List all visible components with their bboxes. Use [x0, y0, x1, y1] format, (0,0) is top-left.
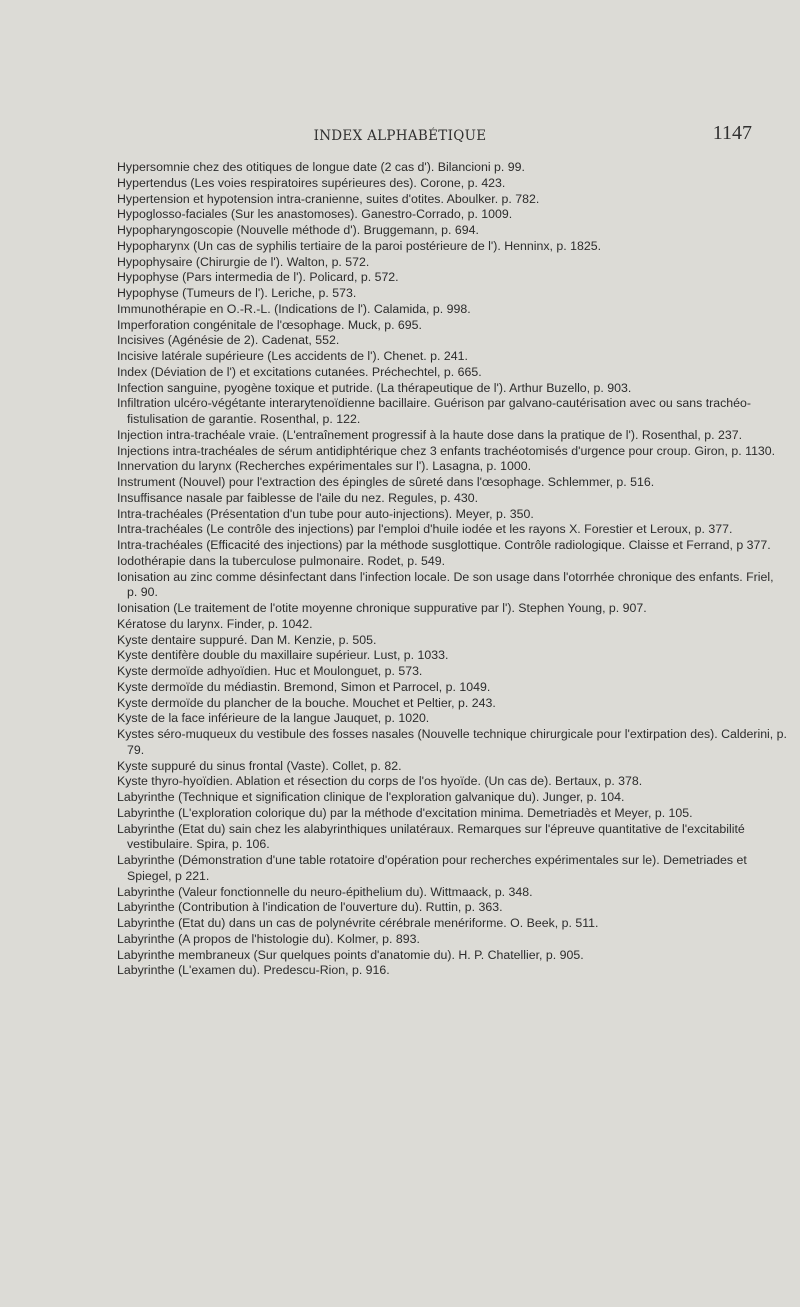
index-entry: Labyrinthe (L'exploration colorique du) par la méthode d'excitation minima. Demetriadès et Meyer, p. 105. — [117, 805, 693, 820]
index-entry: Kyste dermoïde du médiastin. Bremond, Simon et Parrocel, p. 1049. — [117, 679, 491, 694]
index-entry: Labyrinthe (Contribution à l'indication de l'ouverture du). Ruttin, p. 363. — [117, 900, 503, 915]
index-entry: Hypophyse (Tumeurs de l'). Leriche, p. 573. — [117, 286, 357, 300]
index-entry: Intra-trachéales (Le contrôle des injections) par l'emploi d'huile iodée et les rayons X. Forestier et Leroux, p. 377. — [117, 522, 733, 537]
index-entry: Kystes séro-muqueux du vestibule des fosses nasales (Nouvelle technique chirurgicale pour l'extirpation des). Calderini, p. 79. — [117, 727, 787, 757]
index-entry: Injections intra-trachéales de sérum antidiphtérique chez 3 enfants trachéotomisés d'urgence pour croup. Giron, p. 1130. — [117, 443, 776, 458]
index-entry: Kyste dentaire suppuré. Dan M. Kenzie, p. 505. — [117, 632, 377, 647]
index-entry: Labyrinthe (Démonstration d'une table rotatoire d'opération pour recherches expérimentales sur le). Demetriades et Spiegel, p 221. — [117, 853, 747, 883]
index-entry: Hypersomnie chez des otitiques de longue date (2 cas d'). Bilancioni p. 99. — [117, 160, 525, 174]
index-entries — [117, 160, 787, 979]
index-entry: Index (Déviation de l') et excitations cutanées. Préchechtel, p. 665. — [117, 364, 482, 379]
index-entry: Injection intra-trachéale vraie. (L'entraînement progressif à la haute dose dans la pratique de l'). Rosenthal, p. 237. — [117, 427, 743, 442]
index-entry: Instrument (Nouvel) pour l'extraction des épingles de sûreté dans l'œsophage. Schlemmer, p. 516. — [117, 475, 655, 489]
index-entry: Hypoglosso-faciales (Sur les anastomoses). Ganestro-Corrado, p. 1009. — [117, 207, 513, 222]
index-entry: Innervation du larynx (Recherches expérimentales sur l'). Lasagna, p. 1000. — [117, 459, 532, 474]
running-header — [0, 120, 800, 150]
index-entry: Hypertension et hypotension intra-cranienne, suites d'otites. Aboulker. p. 782. — [117, 191, 540, 206]
index-entry: Kératose du larynx. Finder, p. 1042. — [117, 616, 313, 631]
index-entry: Infiltration ulcéro-végétante interarytenoïdienne bacillaire. Guérison par galvano-cautérisation avec ou sans trachéo-fistulisation de garantie. Rosenthal, p. 122. — [117, 396, 752, 426]
index-entry: Hypertendus (Les voies respiratoires supérieures des). Corone, p. 423. — [117, 175, 506, 190]
index-entry: Labyrinthe (Etat du) dans un cas de polynévrite cérébrale menériforme. O. Beek, p. 511. — [117, 916, 599, 930]
index-entry: Imperforation congénitale de l'œsophage. Muck, p. 695. — [117, 317, 422, 332]
index-entry: Kyste dermoïde du plancher de la bouche. Mouchet et Peltier, p. 243. — [117, 695, 496, 710]
index-entry: Labyrinthe (L'examen du). Predescu-Rion, p. 916. — [117, 963, 390, 978]
index-entry: Kyste dentifère double du maxillaire supérieur. Lust, p. 1033. — [117, 648, 449, 663]
index-entry: Labyrinthe (Valeur fonctionnelle du neuro-épithelium du). Wittmaack, p. 348. — [117, 884, 533, 899]
page-number: 1147 — [712, 122, 752, 144]
index-entry: Labyrinthe (A propos de l'histologie du). Kolmer, p. 893. — [117, 931, 420, 946]
index-entry: Labyrinthe (Etat du) sain chez les alabyrinthiques unilatéraux. Remarques sur l'épreuve quantitative de l'excitabilité vestibulaire. Spira, p. 106. — [117, 821, 745, 852]
index-entry: Hypophysaire (Chirurgie de l'). Walton, p. 572. — [117, 254, 370, 269]
header-title: INDEX ALPHABÉTIQUE — [313, 128, 487, 144]
index-entry: Ionisation au zinc comme désinfectant dans l'infection locale. De son usage dans l'otorrhée chronique des enfants. Friel, p. 90. — [117, 569, 774, 600]
index-entry: Intra-trachéales (Présentation d'un tube pour auto-injections). Meyer, p. 350. — [117, 506, 534, 521]
index-entry: Kyste dermoïde adhyoïdien. Huc et Moulonguet, p. 573. — [117, 664, 423, 678]
index-entry: Kyste de la face inférieure de la langue Jauquet, p. 1020. — [117, 711, 430, 726]
index-entry: Incisives (Agénésie de 2). Cadenat, 552. — [117, 333, 340, 348]
index-entry: Hypopharynx (Un cas de syphilis tertiaire de la paroi postérieure de l'). Henninx, p. 1825. — [117, 238, 602, 253]
index-entry: Insuffisance nasale par faiblesse de l'aile du nez. Regules, p. 430. — [117, 490, 479, 505]
index-entry: Ionisation (Le traitement de l'otite moyenne chronique suppurative par l'). Stephen Young, p. 907. — [117, 601, 647, 615]
index-entry: Hypopharyngoscopie (Nouvelle méthode d'). Bruggemann, p. 694. — [117, 223, 479, 237]
index-entry: Immunothérapie en O.-R.-L. (Indications de l'). Calamida, p. 998. — [117, 301, 471, 316]
index-entry: Hypophyse (Pars intermedia de l'). Policard, p. 572. — [117, 270, 399, 285]
index-entry: Kyste thyro-hyoïdien. Ablation et résection du corps de l'os hyoïde. (Un cas de). Bertaux, p. 378. — [117, 774, 643, 789]
index-entry: Labyrinthe (Technique et signification clinique de l'exploration galvanique du). Junger, p. 104. — [117, 790, 625, 804]
index-entry: Infection sanguine, pyogène toxique et putride. (La thérapeutique de l'). Arthur Buzello, p. 903. — [117, 380, 632, 395]
index-entry: Iodothérapie dans la tuberculose pulmonaire. Rodet, p. 549. — [117, 553, 446, 568]
index-entry: Kyste suppuré du sinus frontal (Vaste). Collet, p. 82. — [117, 758, 402, 773]
index-entry: Incisive latérale supérieure (Les accidents de l'). Chenet. p. 241. — [117, 349, 468, 363]
index-entry: Intra-trachéales (Efficacité des injections) par la méthode susglottique. Contrôle radiologique. Claisse et Ferrand, p 377. — [117, 538, 771, 552]
index-entry: Labyrinthe membraneux (Sur quelques points d'anatomie du). H. P. Chatellier, p. 905. — [117, 947, 584, 962]
